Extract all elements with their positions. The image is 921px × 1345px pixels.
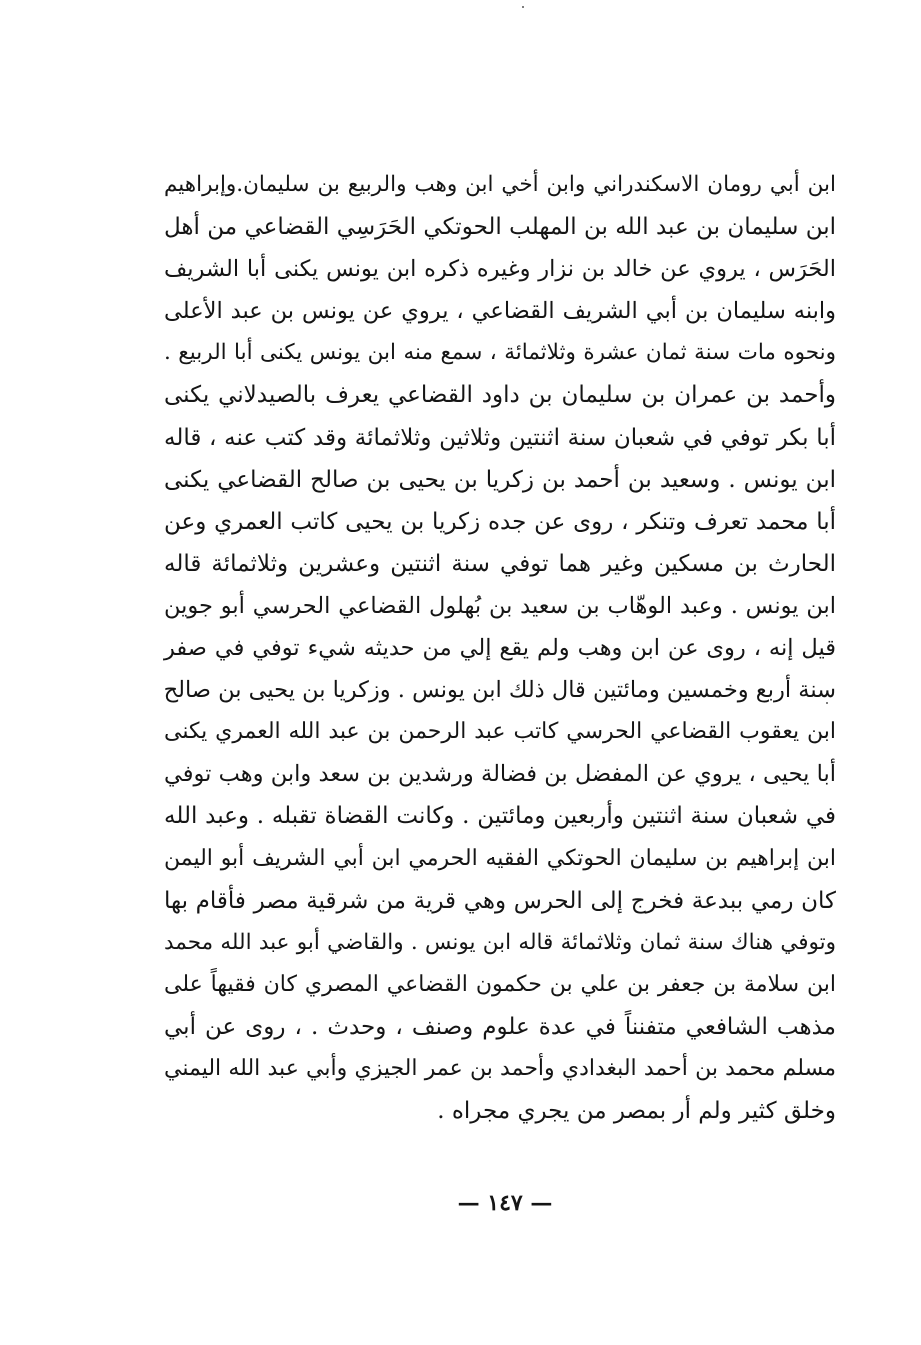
text-line: ابن يونس . وسعيد بن أحمد بن زكريا بن يحيى بن صالح القضاعي يكنى <box>164 466 836 493</box>
text-line: ابن إبراهيم بن سليمان الحوتكي الفقيه الحرمي ابن أبي الشريف أبو اليمن <box>164 845 836 871</box>
scan-speck <box>522 6 524 8</box>
text-line: مسلم محمد بن أحمد البغدادي وأحمد بن عمر الجيزي وأبي عبد الله اليمني <box>164 1055 836 1081</box>
text-line: أبا محمد تعرف وتنكر ، روى عن جده زكريا بن يحيى كاتب العمري وعن <box>164 508 836 535</box>
text-line: الحَرَس ، يروي عن خالد بن نزار وغيره ذكره ابن يونس يكنى أبا الشريف <box>164 256 836 283</box>
text-line: ابن سليمان بن عبد الله بن المهلب الحوتكي الحَرَسِي القضاعي من أهل <box>164 214 836 241</box>
text-line: وأحمد بن عمران بن سليمان بن داود القضاعي يعرف بالصيدلاني يكنى <box>164 382 836 409</box>
text-line: في شعبان سنة اثنتين وأربعين ومائتين . وكانت القضاة تقبله . وعبد الله <box>164 803 836 830</box>
text-line: ابن سلامة بن جعفر بن علي بن حكمون القضاعي المصري كان فقيهاً على <box>164 971 836 997</box>
text-line: سنة أربع وخمسين ومائتين قال ذلك ابن يونس . وزكريا بن يحيى بن صالح <box>163 677 836 704</box>
text-line: مذهب الشافعي متفنناً في عدة علوم وصنف ، وحدث . ، روى عن أبي <box>164 1013 836 1040</box>
text-line-last: وخلق كثير ولم أر بمصر من يجري مجراه . <box>437 1098 836 1125</box>
text-line: ابن يعقوب القضاعي الحرسي كاتب عبد الرحمن بن عبد الله العمري يكنى <box>164 719 836 745</box>
text-line: أبا بكر توفي في شعبان سنة اثنتين وثلاثين وثلاثمائة وقد كتب عنه ، قاله <box>164 424 836 451</box>
text-line: ابن يونس . وعبد الوهّاب بن سعيد بن بُهلول القضاعي الحرسي أبو جوين <box>164 592 836 619</box>
text-line: وابنه سليمان بن أبي الشريف القضاعي ، يروي عن يونس بن عبد الأعلى <box>164 298 836 325</box>
text-line: ابن أبي رومان الاسكندراني وابن أخي ابن وهب والربيع بن سليمان.وإبراهيم <box>164 172 836 197</box>
text-line: أبا يحيى ، يروي عن المفضل بن فضالة ورشدين بن سعد وابن وهب توفي <box>164 761 836 788</box>
text-line: ونحوه مات سنة ثمان عشرة وثلاثمائة ، سمع منه ابن يونس يكنى أبا الربيع . <box>164 340 836 366</box>
body-text <box>164 164 836 1132</box>
text-line: كان رمي ببدعة فخرج إلى الحرس وهي قرية من شرقية مصر فأقام بها <box>164 887 836 914</box>
text-line: وتوفي هناك سنة ثمان وثلاثمائة قاله ابن يونس . والقاضي أبو عبد الله محمد <box>164 929 836 955</box>
page-number: — ١٤٧ — <box>457 1190 553 1216</box>
text-line: الحارث بن مسكين وغير هما توفي سنة اثنتين وعشرين وثلاثمائة قاله <box>164 550 836 577</box>
text-line: قيل إنه ، روى عن ابن وهب ولم يقع إلي من حديثه شيء توفي في صفر <box>164 635 836 662</box>
